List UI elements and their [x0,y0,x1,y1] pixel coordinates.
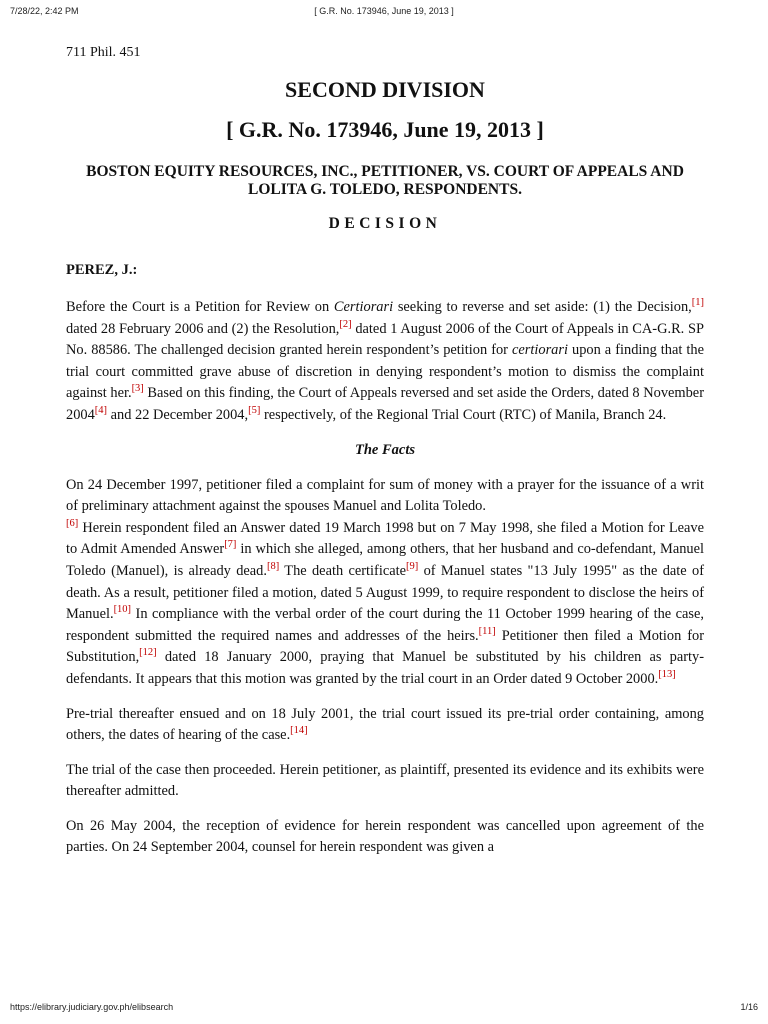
decision-heading: DECISION [328,215,442,232]
footnote-link-2[interactable]: [2] [339,318,352,330]
text: Before the Court is a Petition for Review on [66,299,334,315]
footnote-link-13[interactable]: [13] [658,669,676,681]
footnote-link-8[interactable]: [8] [266,561,280,573]
footnote-link-6[interactable]: [6] [66,517,79,529]
text: On 24 December 1997, petitioner filed a complaint for sum of money with a prayer for the issuance of a writ of preliminary attachment against the spouses Manuel and Lolita Toledo. [66,476,704,515]
text: Herein respondent filed an Answer dated 19 March 1998 but on 7 May 1998, she filed a Motion for Leave to Admit Amended Answer [66,519,704,558]
footnote-link-9[interactable]: [9] [406,561,419,573]
document-body [66,44,704,872]
text: and 22 December 2004, [107,406,249,423]
footnote-link-4[interactable]: [4] [94,405,108,417]
ponente: PEREZ, J.: [66,262,138,278]
paragraph-trial [66,760,704,803]
text: dated 1 August 2006 of the Court of Appeals in CA-G.R. SP No. 88586. The challenged decision granted herein respondent’s petition for [66,320,704,359]
section-title-facts: The Facts [354,441,415,458]
italic-text: certiorari [512,342,568,359]
text: In compliance with the verbal order of the court during the 11 October 1999 hearing of the case, respondent submitted the required names and addresses of the heirs. [66,606,704,644]
text: The trial of the case then proceeded. Herein petitioner, as plaintiff, presented its evidence and its exhibits were thereafter admitted. [66,761,704,800]
footnote-link-12[interactable]: [12] [139,647,157,659]
text: Based on this finding, the Court of Appeals reversed and set aside the Orders, dated 8 November 2004 [66,385,704,423]
print-title: [ G.R. No. 173946, June 19, 2013 ] [314,6,454,16]
text: Pre-trial thereafter ensued and on 18 July 2001, the trial court issued its pre-trial order containing, among others, the dates of hearing of the case. [66,705,704,744]
italic-text: Certiorari [333,299,394,315]
text: respectively, of the Regional Trial Court (RTC) of Manila, Branch 24. [260,406,667,423]
footnote-link-11[interactable]: [11] [478,625,496,637]
print-datetime: 7/28/22, 2:42 PM [10,6,79,16]
text: upon a finding that the trial court committed grave abuse of discretion in denying respondent’s motion to dismiss the complaint against her. [66,342,704,402]
text: On 26 May 2004, the reception of evidence for herein respondent was cancelled upon agreement of the parties. On 24 September 2004, counsel for herein respondent was given a [66,817,704,856]
footnote-link-3[interactable]: [3] [131,383,144,395]
case-number-heading: [ G.R. No. 173946, June 19, 2013 ] [226,117,544,142]
text: of Manuel states "13 July 1995" as the date of death. As a result, petitioner filed a motion, dated 5 August 1999, to require respondent to disclose the heirs of Manuel. [66,562,704,623]
paragraph-pretrial [66,704,704,747]
print-url: https://elibrary.judiciary.gov.ph/elibsearch [10,1002,174,1012]
footnote-link-7[interactable]: [7] [224,539,237,551]
text: in which she alleged, among others, that her husband and co-defendant, Manuel Toledo (Manuel), is already dead. [66,541,704,579]
paragraph-reception [66,816,704,859]
footnote-link-1[interactable]: [1] [691,297,704,309]
footnote-link-5[interactable]: [5] [248,405,261,417]
text: seeking to reverse and set aside: (1) the Decision, [393,299,692,315]
text: dated 28 February 2006 and (2) the Resolution, [66,320,340,337]
footnote-link-14[interactable]: [14] [290,725,308,737]
citation: 711 Phil. 451 [66,45,141,60]
text: dated 18 January 2000, praying that Manuel be substituted by his children as party-defendants. It appears that this motion was granted by the trial court in an Order dated 9 October 2000. [66,649,704,687]
footnote-link-10[interactable]: [10] [113,604,132,616]
division-heading: SECOND DIVISION [285,77,485,102]
paragraph-facts [66,475,704,691]
paragraph-intro [66,297,704,427]
case-parties: BOSTON EQUITY RESOURCES, INC., PETITIONER, VS. COURT OF APPEALS AND LOLITA G. TOLEDO, RESPONDENTS. [86,163,684,198]
text: Petitioner then filed a Motion for Substitution, [66,627,705,666]
text: The death certificate [279,562,407,579]
page-counter: 1/16 [740,1002,758,1012]
